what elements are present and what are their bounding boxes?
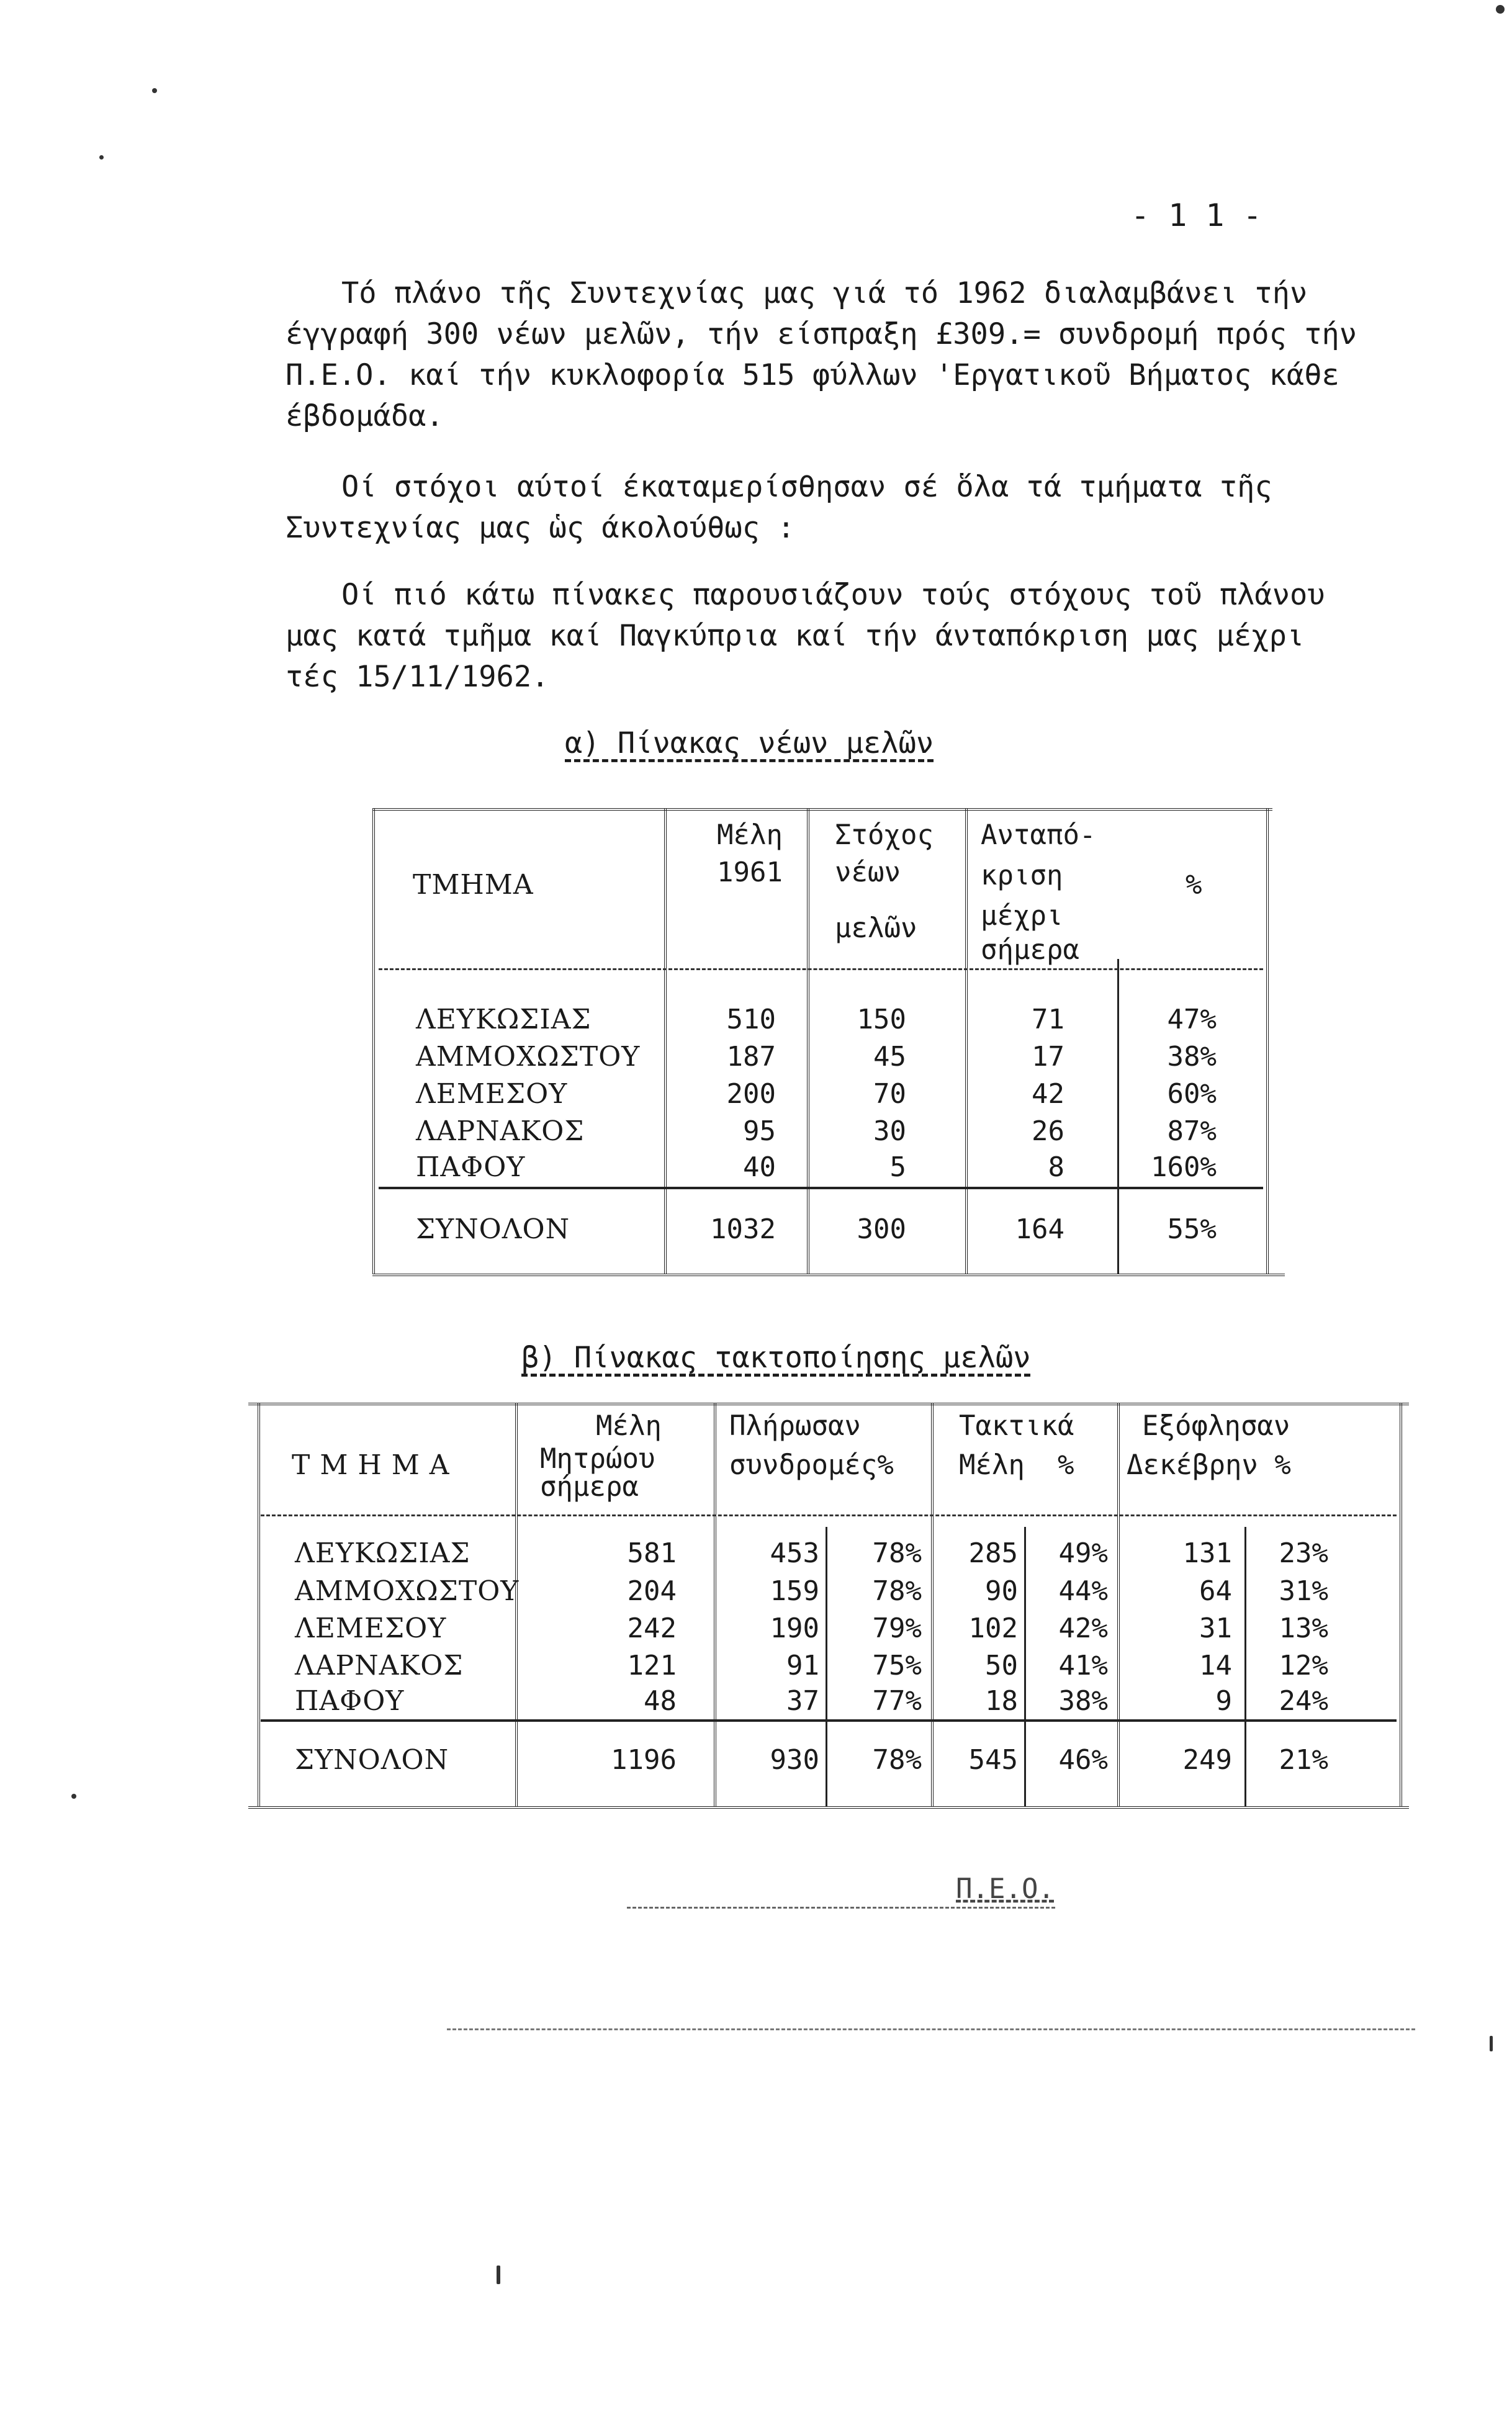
cell-members: 200 [726, 1078, 776, 1110]
paragraph-plan [286, 273, 1421, 437]
cell-percent: 87% [1167, 1115, 1217, 1147]
cell-paidoff-percent: 24% [1279, 1685, 1328, 1717]
cell-paidoff-percent: 21% [1279, 1744, 1328, 1776]
text-line: Συντεχνίας μας ὡς άκολούθως : [286, 511, 795, 545]
header-target: Στόχος [835, 819, 934, 851]
column-divider [1024, 1527, 1026, 1806]
cell-section: ΛΕΜΕΣΟΥ [416, 1078, 568, 1110]
cell-paidoff-percent: 23% [1279, 1537, 1328, 1569]
cell-section: ΛΑΡΝΑΚΟΣ [416, 1115, 585, 1147]
cell-members: 581 [627, 1537, 677, 1569]
cell-section: ΣΥΝΟΛΟΝ [416, 1213, 570, 1245]
column-divider [931, 1403, 934, 1806]
signature-stamp: Π.Ε.Ο. [956, 1873, 1055, 1905]
text-line: Τό πλάνο τῆς Συντεχνίας μας γιά τό 1962 διαλαμβάνει τήν [341, 276, 1308, 310]
cell-regular: 545 [968, 1744, 1018, 1776]
column-divider [664, 808, 667, 1274]
header-response: μέχρι [981, 900, 1063, 932]
header-members: 1961 [717, 857, 783, 888]
cell-regular-percent: 41% [1058, 1650, 1108, 1681]
cell-paid-percent: 75% [872, 1650, 922, 1681]
header-section: Τ Μ Η Μ Α [292, 1449, 450, 1481]
cell-section: ΣΥΝΟΛΟΝ [295, 1744, 449, 1776]
cell-response: 17 [1032, 1041, 1064, 1073]
cell-paid-percent: 77% [872, 1685, 922, 1717]
column-divider [1117, 959, 1119, 1274]
cell-paid-percent: 78% [872, 1575, 922, 1607]
cell-members: 1196 [611, 1744, 677, 1776]
cell-regular-percent: 42% [1058, 1613, 1108, 1644]
cell-members: 242 [627, 1613, 677, 1644]
cell-members: 187 [726, 1041, 776, 1073]
cell-paidoff-percent: 13% [1279, 1613, 1328, 1644]
cell-paid-percent: 78% [872, 1537, 922, 1569]
cell-percent: 160% [1151, 1151, 1217, 1183]
column-divider [1117, 1403, 1120, 1806]
cell-paidoff-percent: 12% [1279, 1650, 1328, 1681]
scan-speck [71, 1794, 76, 1799]
column-divider [714, 1403, 716, 1806]
cell-response: 71 [1032, 1004, 1064, 1035]
cell-section: ΛΕΜΕΣΟΥ [295, 1613, 447, 1644]
cell-section: ΠΑΦΟΥ [295, 1685, 405, 1717]
header-members: Μητρώου [540, 1443, 655, 1475]
header-paidoff: Δεκέβρην % [1127, 1449, 1291, 1481]
cell-response: 164 [1015, 1213, 1064, 1245]
cell-paid: 930 [770, 1744, 819, 1776]
cell-paid-percent: 79% [872, 1613, 922, 1644]
scan-speck [99, 155, 104, 160]
header-regular: Τακτικά [959, 1410, 1074, 1442]
table-border [372, 808, 375, 1274]
table-rule [372, 808, 1272, 811]
header-paid: συνδρομές% [729, 1449, 894, 1481]
table-rule [372, 1274, 1285, 1276]
text-line: Οί πιό κάτω πίνακες παρουσιάζουν τούς στόχους τοῦ πλάνου [341, 578, 1325, 612]
column-divider [1244, 1527, 1246, 1806]
cell-members: 40 [743, 1151, 776, 1183]
text-line: Π.Ε.Ο. καί τήν κυκλοφορία 515 φύλλων 'Εργατικοῦ Βήματος κάθε [286, 358, 1339, 392]
cell-target: 300 [857, 1213, 906, 1245]
scan-speck [497, 2266, 500, 2284]
cell-members: 510 [726, 1004, 776, 1035]
cell-members: 121 [627, 1650, 677, 1681]
header-response: σήμερα [981, 934, 1079, 966]
text-line: Οί στόχοι αύτοί έκαταμερίσθησαν σέ ὅλα τά τμήματα τῆς [341, 470, 1272, 504]
page-number: - 1 1 - [1131, 197, 1262, 233]
cell-paidoff: 9 [1215, 1685, 1232, 1717]
text-line: έβδομάδα. [286, 399, 444, 433]
total-rule [379, 1187, 1263, 1189]
table-rule [248, 1806, 1409, 1809]
scan-speck [1496, 5, 1505, 14]
cell-percent: 55% [1167, 1213, 1217, 1245]
cell-paidoff: 31 [1199, 1613, 1232, 1644]
cell-paid: 37 [786, 1685, 819, 1717]
cell-section: ΛΕΥΚΩΣΙΑΣ [295, 1537, 470, 1569]
cell-target: 150 [857, 1004, 906, 1035]
cell-section: ΑΜΜΟΧΩΣΤΟΥ [295, 1575, 520, 1607]
cell-regular: 285 [968, 1537, 1018, 1569]
cell-section: ΠΑΦΟΥ [416, 1151, 526, 1183]
cell-members: 48 [644, 1685, 677, 1717]
cell-regular-percent: 44% [1058, 1575, 1108, 1607]
cell-members: 95 [743, 1115, 776, 1147]
header-section: ΤΜΗΜΑ [413, 869, 534, 901]
column-divider [965, 808, 968, 1274]
cell-paidoff-percent: 31% [1279, 1575, 1328, 1607]
header-percent: % [1186, 869, 1202, 901]
header-members: Μέλη [717, 819, 783, 851]
cell-members: 1032 [710, 1213, 776, 1245]
cell-regular: 90 [985, 1575, 1018, 1607]
table-a-caption: α) Πίνακας νέων μελῶν [565, 726, 934, 760]
text-line: έγγραφή 300 νέων μελῶν, τήν είσπραξη £309.= συνδρομή πρός τήν [286, 317, 1357, 351]
cell-percent: 38% [1167, 1041, 1217, 1073]
cell-regular-percent: 46% [1058, 1744, 1108, 1776]
column-divider [807, 808, 809, 1274]
cell-paidoff: 14 [1199, 1650, 1232, 1681]
cell-paid: 190 [770, 1613, 819, 1644]
cell-response: 42 [1032, 1078, 1064, 1110]
cell-section: ΛΕΥΚΩΣΙΑΣ [416, 1004, 592, 1035]
table-border [258, 1403, 260, 1806]
header-members: σήμερα [540, 1471, 639, 1503]
cell-response: 26 [1032, 1115, 1064, 1147]
header-rule [261, 1514, 1397, 1516]
header-response: κριση [981, 860, 1063, 891]
header-target: νέων [835, 857, 901, 888]
cell-paidoff: 249 [1182, 1744, 1232, 1776]
header-members: Μέλη [596, 1410, 662, 1442]
scan-speck [1490, 2036, 1493, 2051]
cell-response: 8 [1048, 1151, 1064, 1183]
header-regular: Μέλη % [959, 1449, 1074, 1481]
table-rule [248, 1403, 1409, 1405]
text-line: μας κατά τμῆμα καί Παγκύπρια καί τήν άνταπόκριση μας μέχρι [286, 619, 1305, 653]
scan-speck [152, 88, 157, 93]
cell-paidoff: 64 [1199, 1575, 1232, 1607]
header-paid: Πλήρωσαν [729, 1410, 861, 1442]
cell-regular: 102 [968, 1613, 1018, 1644]
column-divider [826, 1527, 827, 1806]
signature-rule [627, 1907, 1055, 1909]
cell-section: ΑΜΜΟΧΩΣΤΟΥ [416, 1041, 641, 1073]
cell-paid-percent: 78% [872, 1744, 922, 1776]
cell-section: ΛΑΡΝΑΚΟΣ [295, 1650, 464, 1681]
header-paidoff: Εξόφλησαν [1142, 1410, 1290, 1442]
table-b-caption: β) Πίνακας τακτοποίησης μελῶν [521, 1341, 1031, 1375]
header-target: μελῶν [835, 912, 917, 944]
cell-target: 45 [873, 1041, 906, 1073]
table-border [1400, 1403, 1402, 1806]
cell-paid: 453 [770, 1537, 819, 1569]
cell-percent: 47% [1167, 1004, 1217, 1035]
bottom-rule [447, 2028, 1415, 2030]
header-rule [379, 968, 1263, 970]
paragraph-targets [286, 467, 1421, 549]
cell-target: 70 [873, 1078, 906, 1110]
total-rule [261, 1719, 1397, 1722]
cell-regular-percent: 49% [1058, 1537, 1108, 1569]
cell-regular-percent: 38% [1058, 1685, 1108, 1717]
cell-paid: 159 [770, 1575, 819, 1607]
header-response: Ανταπό- [981, 819, 1096, 851]
cell-paid: 91 [786, 1650, 819, 1681]
cell-regular: 50 [985, 1650, 1018, 1681]
text-line: τές 15/11/1962. [286, 660, 549, 694]
cell-target: 30 [873, 1115, 906, 1147]
cell-regular: 18 [985, 1685, 1018, 1717]
table-border [1266, 808, 1269, 1274]
cell-target: 5 [889, 1151, 906, 1183]
cell-members: 204 [627, 1575, 677, 1607]
cell-paidoff: 131 [1182, 1537, 1232, 1569]
paragraph-tables-intro [286, 575, 1421, 698]
cell-percent: 60% [1167, 1078, 1217, 1110]
